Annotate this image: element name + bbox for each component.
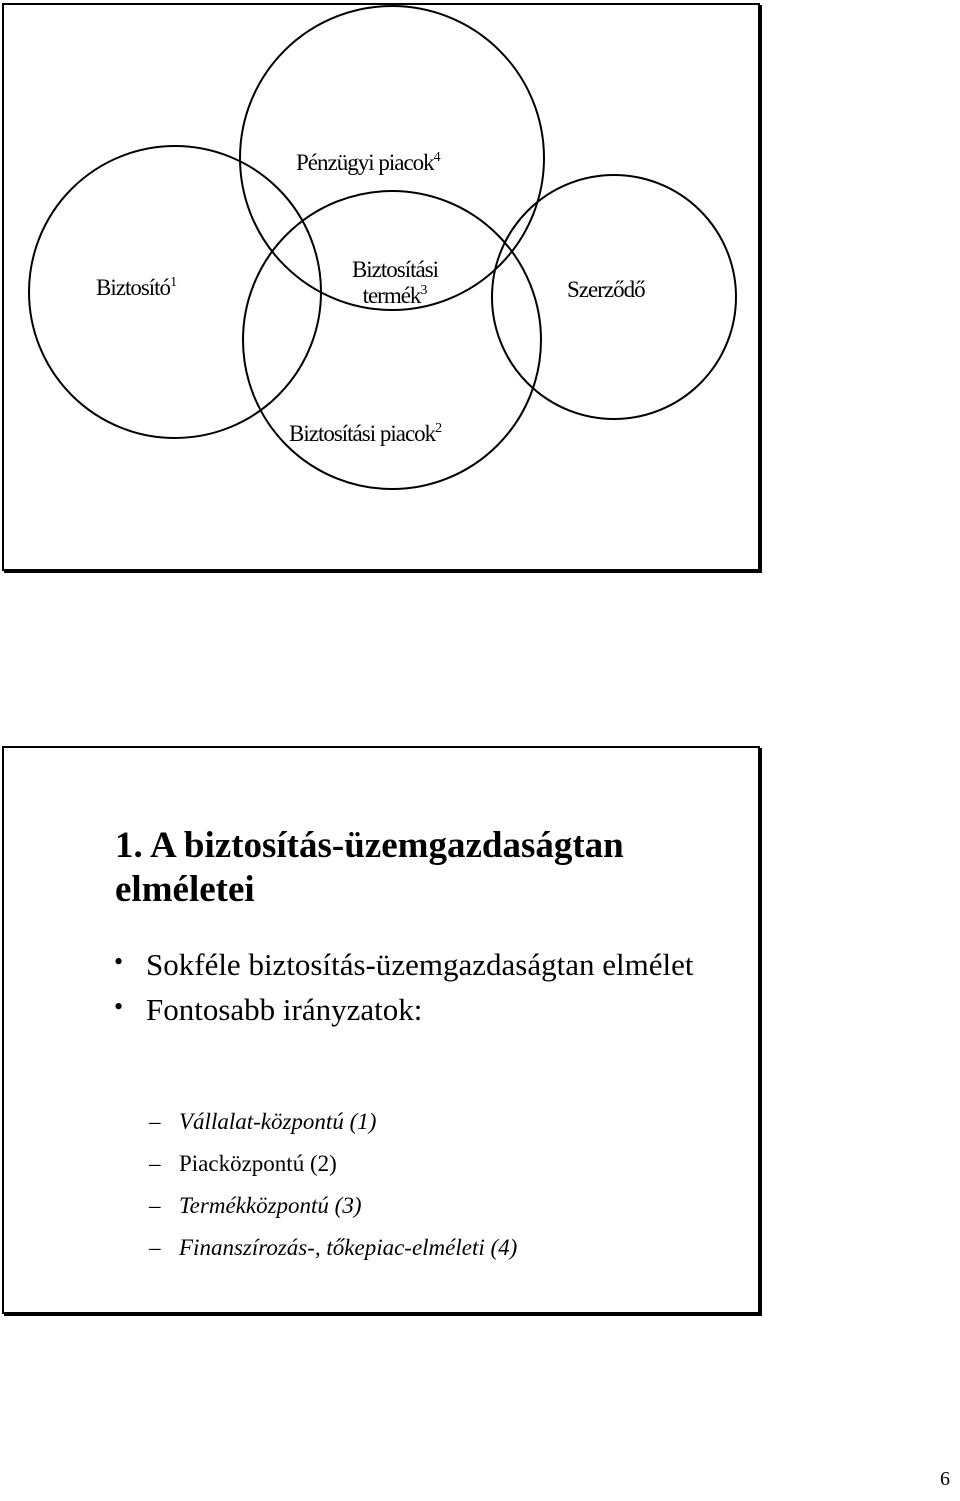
sub-item-text: Finanszírozás-, tőkepiac-elméleti (4) — [179, 1235, 518, 1260]
bullet-list — [112, 945, 742, 1036]
page-number: 6 — [940, 1468, 950, 1490]
dash-marker: – — [149, 1109, 161, 1134]
bullet-marker: • — [114, 947, 124, 976]
label-insurer: Biztosító$^1$ — [96, 275, 178, 300]
bullet-item — [112, 945, 742, 984]
slide-title: 1. A biztosítás-üzemgazdaságtan elméletei — [115, 825, 624, 910]
label-financial-markets: Pénzügyi piacok$^4$ — [296, 150, 441, 175]
dash-marker: – — [149, 1151, 161, 1176]
slide-venn-diagram — [2, 3, 760, 571]
slide-theories — [2, 746, 760, 1314]
sub-item-financing-theory — [149, 1227, 517, 1269]
dash-marker: – — [149, 1235, 161, 1260]
dash-marker: – — [149, 1193, 161, 1218]
sub-item-market-centered — [149, 1143, 517, 1185]
label-insurance-product: Biztosítási termék$^3$ — [351, 257, 439, 309]
sub-item-text: Termékközpontú (3) — [179, 1193, 362, 1218]
bullet-marker: • — [114, 992, 124, 1022]
bullet-text: Fontosabb irányzatok: — [146, 992, 423, 1028]
sub-item-company-centered — [149, 1101, 517, 1143]
bullet-item — [112, 990, 742, 1029]
sub-item-product-centered — [149, 1185, 517, 1227]
label-contracting-party: Szerződő — [567, 277, 645, 302]
sub-item-text: Vállalat-központú (1) — [179, 1109, 377, 1134]
sub-item-text: Piacközpontú (2) — [179, 1151, 337, 1176]
label-insurance-markets: Biztosítási piacok$^2$ — [289, 421, 443, 446]
bullet-text: Sokféle biztosítás-üzemgazdaságtan elmélet — [146, 947, 694, 982]
sub-item-list — [149, 1101, 517, 1269]
